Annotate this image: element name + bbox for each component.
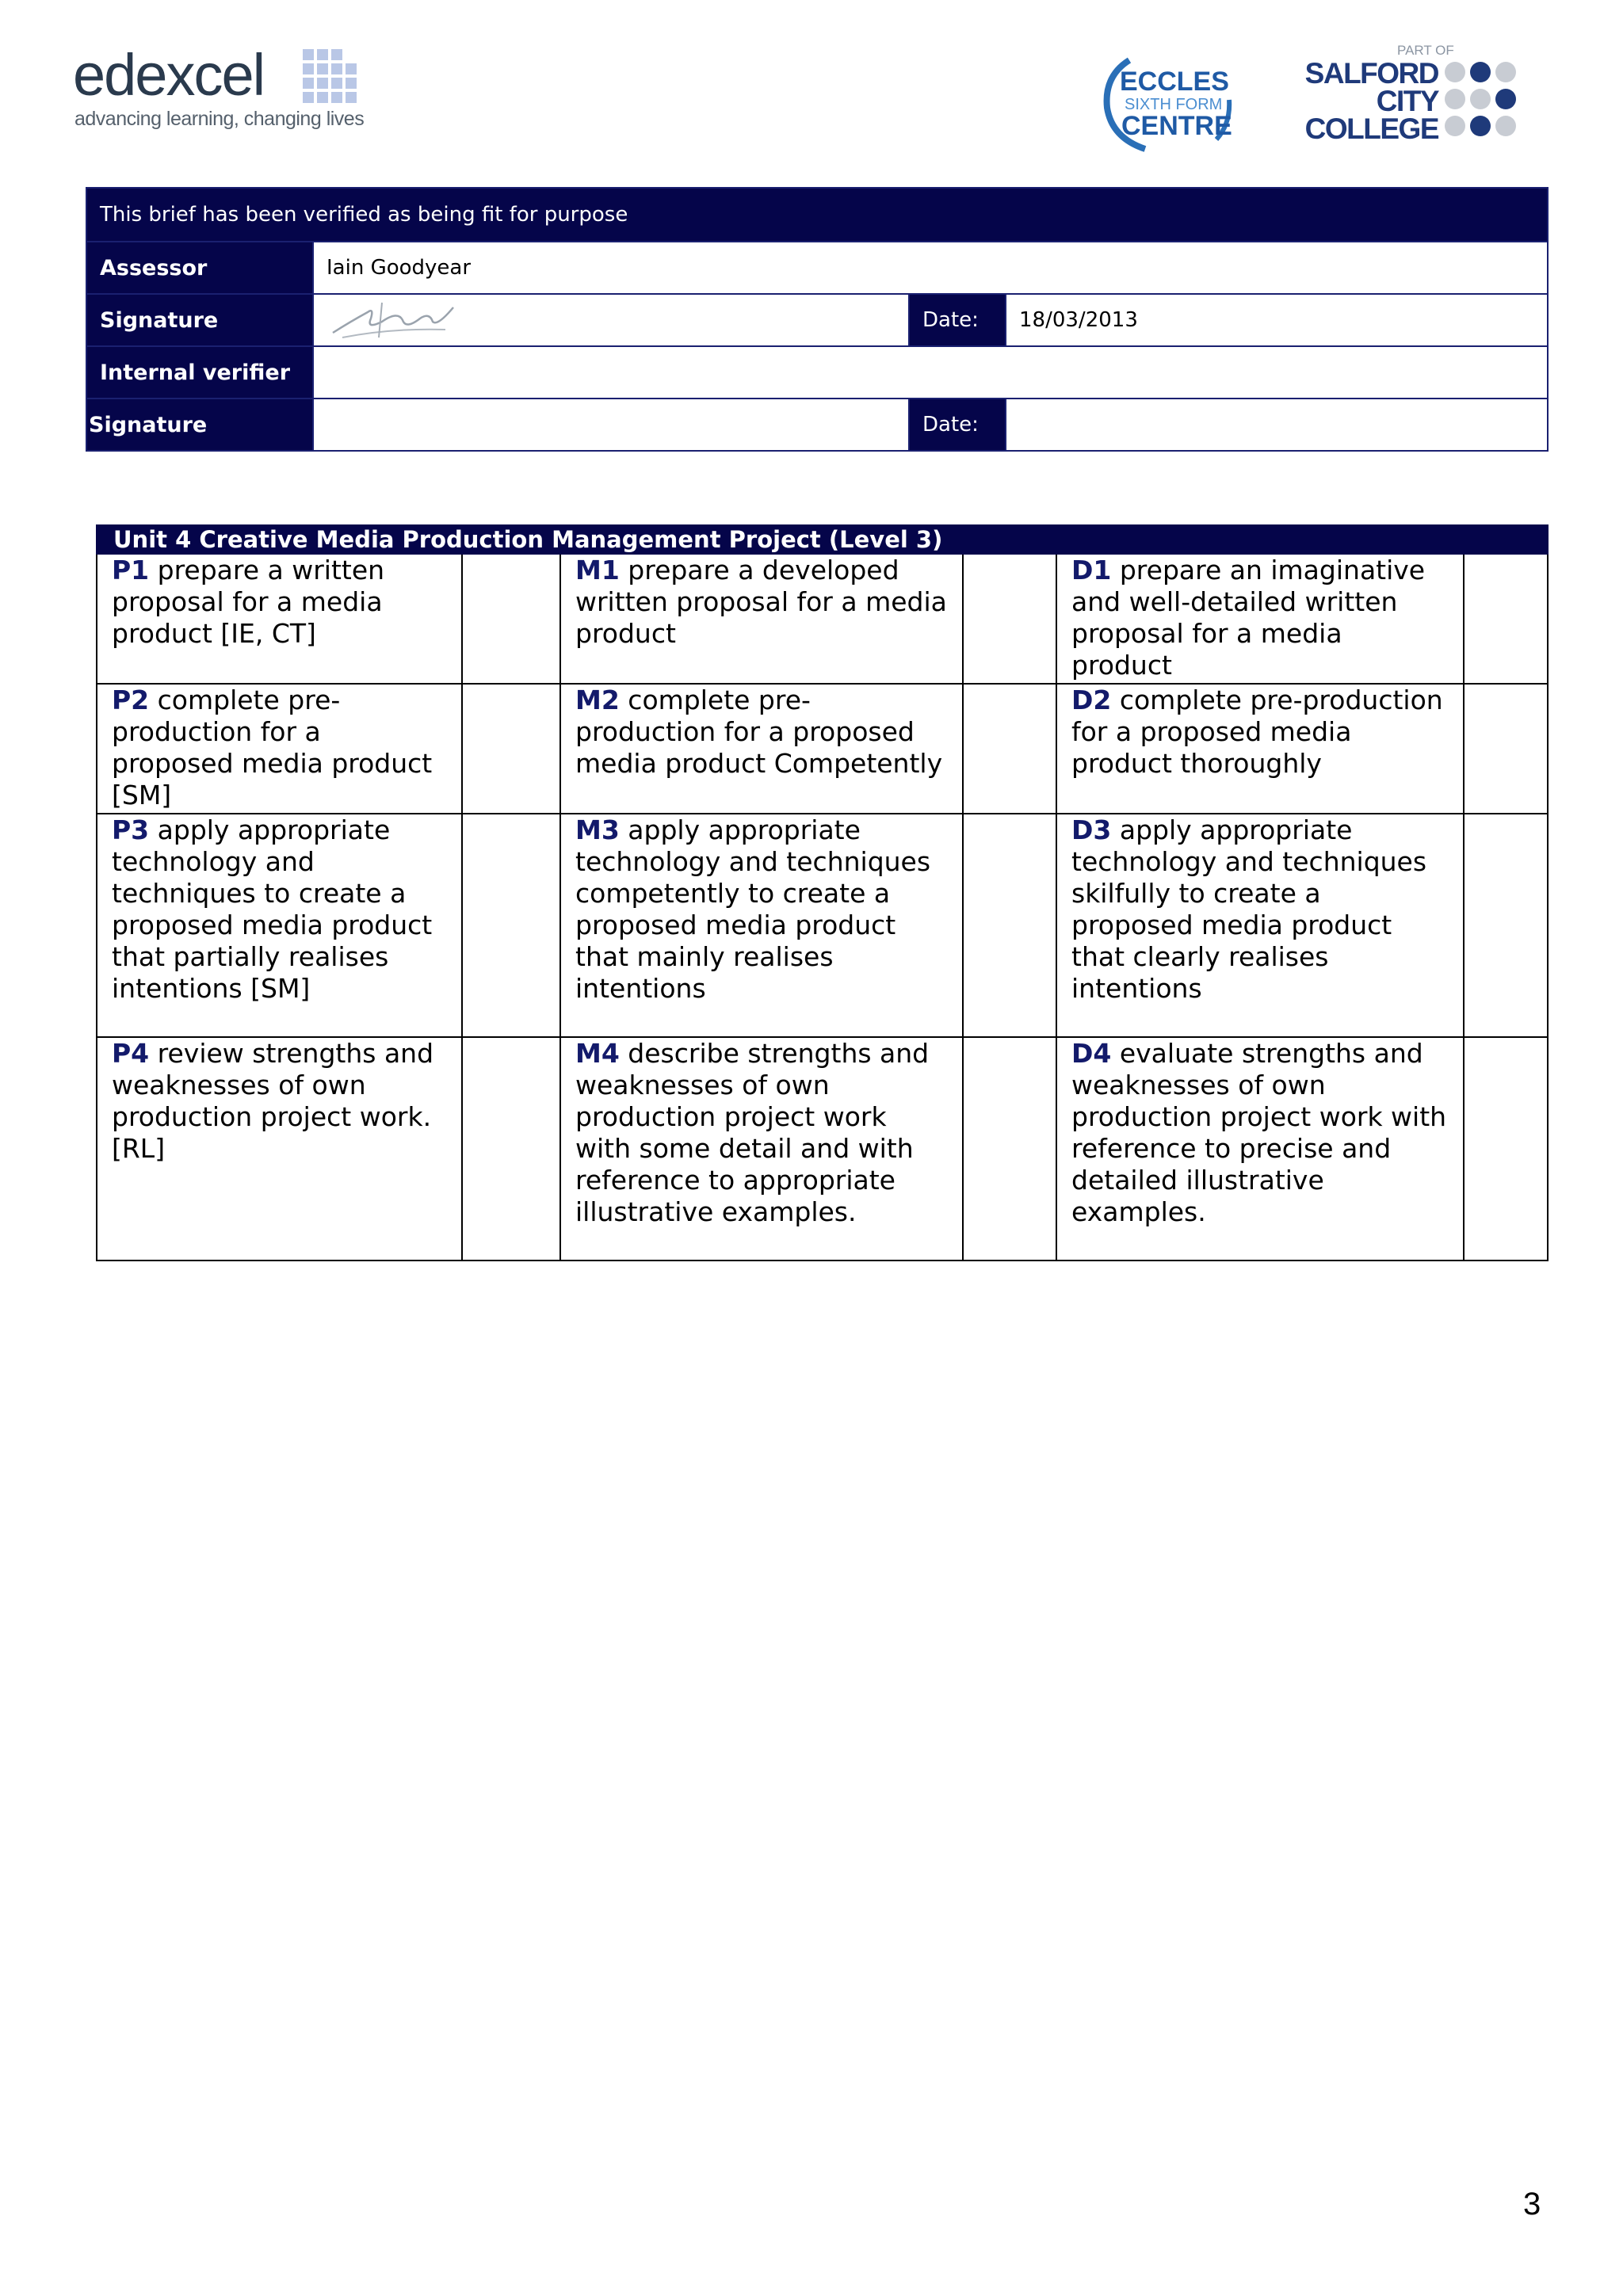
pass-tick-cell <box>462 1037 560 1261</box>
verification-header: This brief has been verified as being fit for purpose <box>86 188 1548 242</box>
handwritten-signature <box>327 298 461 342</box>
criterion-text: prepare an imaginative and well-detailed written proposal for a media product <box>1071 555 1426 681</box>
criterion-text: apply appropriate technology and techniques competently to create a proposed media product that mainly realises intentions <box>575 814 931 1004</box>
criterion-text: evaluate strengths and weaknesses of own production project work with reference to precise and detailed illustrative examples. <box>1071 1038 1447 1227</box>
signature2-value <box>313 399 909 451</box>
distinction-tick-cell <box>1464 1037 1548 1261</box>
signature2-label: Signature <box>86 399 313 451</box>
criterion-code: M1 <box>575 555 620 585</box>
dot-icon <box>1495 89 1516 109</box>
pass-criterion <box>97 814 462 1037</box>
dot-icon <box>1445 89 1465 109</box>
salford-line-2: CITY <box>1376 85 1438 117</box>
distinction-criterion <box>1056 1037 1464 1261</box>
criterion-text: complete pre-production for a proposed media product Competently <box>575 685 943 779</box>
verification-table <box>86 187 1549 452</box>
criterion-code: D3 <box>1071 814 1112 845</box>
verification-header-row <box>86 188 1548 242</box>
edexcel-logo <box>73 42 366 133</box>
edexcel-grid-icon <box>303 49 358 105</box>
internal-verifier-value <box>313 346 1548 399</box>
criteria-row <box>97 684 1548 814</box>
eccles-sixth-form-logo <box>1098 52 1240 154</box>
unit-title-row <box>97 525 1548 554</box>
criterion-code: D1 <box>1071 555 1112 585</box>
date2-value <box>1006 399 1548 451</box>
signature-value <box>313 294 909 346</box>
merit-tick-cell <box>963 1037 1056 1261</box>
pass-tick-cell <box>462 814 560 1037</box>
pass-criterion <box>97 684 462 814</box>
distinction-tick-cell <box>1464 684 1548 814</box>
pass-criterion <box>97 554 462 684</box>
merit-tick-cell <box>963 814 1056 1037</box>
grading-criteria-table <box>96 524 1549 1261</box>
criterion-code: P2 <box>112 685 150 715</box>
criterion-text: prepare a written proposal for a media product [IE, CT] <box>112 555 385 649</box>
salford-part-of: PART OF <box>1397 43 1454 58</box>
assessor-label: Assessor <box>86 242 313 294</box>
dot-icon <box>1495 116 1516 136</box>
date-value: 18/03/2013 <box>1006 294 1548 346</box>
criterion-code: P1 <box>112 555 150 585</box>
merit-criterion <box>560 684 963 814</box>
eccles-line-3: CENTRE <box>1121 111 1232 141</box>
eccles-line-2: SIXTH FORM <box>1125 96 1223 113</box>
criterion-text: describe strengths and weaknesses of own production project work with some detail and with reference to appropriate illustrative examples. <box>575 1038 930 1227</box>
criterion-code: M3 <box>575 814 620 845</box>
dot-icon <box>1470 89 1491 109</box>
criterion-text: apply appropriate technology and techniques skilfully to create a proposed media product that clearly realises intentions <box>1071 814 1427 1004</box>
merit-criterion <box>560 814 963 1037</box>
criterion-code: M4 <box>575 1038 620 1069</box>
criterion-code: D4 <box>1071 1038 1112 1069</box>
criterion-text: prepare a developed written proposal for a media product <box>575 555 947 649</box>
distinction-tick-cell <box>1464 554 1548 684</box>
edexcel-wordmark: edexcel <box>73 42 265 108</box>
page-number: 3 <box>1523 2187 1541 2222</box>
signature-row <box>86 294 1548 346</box>
criterion-code: M2 <box>575 685 620 715</box>
dot-icon <box>1495 62 1516 82</box>
criterion-code: D2 <box>1071 685 1112 715</box>
criteria-row <box>97 554 1548 684</box>
criterion-text: complete pre-production for a proposed media product thoroughly <box>1071 685 1443 779</box>
merit-tick-cell <box>963 554 1056 684</box>
dot-icon <box>1445 116 1465 136</box>
eccles-line-1: ECCLES <box>1120 67 1229 97</box>
criterion-code: P3 <box>112 814 150 845</box>
criterion-text: complete pre-production for a proposed media product [SM] <box>112 685 433 810</box>
salford-line-1: SALFORD <box>1304 57 1438 90</box>
distinction-criterion <box>1056 554 1464 684</box>
dot-icon <box>1470 62 1491 82</box>
pass-criterion <box>97 1037 462 1261</box>
dot-icon <box>1445 62 1465 82</box>
internal-verifier-row <box>86 346 1548 399</box>
edexcel-tagline: advancing learning, changing lives <box>74 108 365 130</box>
assessor-value: Iain Goodyear <box>313 242 1548 294</box>
merit-tick-cell <box>963 684 1056 814</box>
criterion-text: review strengths and weaknesses of own production project work. [RL] <box>112 1038 434 1164</box>
assessor-row <box>86 242 1548 294</box>
criterion-text: apply appropriate technology and techniques to create a proposed media product that partially realises intentions [SM] <box>112 814 433 1004</box>
internal-verifier-label: Internal verifier <box>86 346 313 399</box>
dot-icon <box>1470 116 1491 136</box>
pass-tick-cell <box>462 554 560 684</box>
unit-title: Unit 4 Creative Media Production Management Project (Level 3) <box>97 525 1548 554</box>
criteria-row <box>97 814 1548 1037</box>
salford-line-3: COLLEGE <box>1304 113 1438 145</box>
merit-criterion <box>560 1037 963 1261</box>
date2-label: Date: <box>909 399 1006 451</box>
signature2-row <box>86 399 1548 451</box>
distinction-criterion <box>1056 814 1464 1037</box>
merit-criterion <box>560 554 963 684</box>
date-label: Date: <box>909 294 1006 346</box>
pass-tick-cell <box>462 684 560 814</box>
criterion-code: P4 <box>112 1038 150 1069</box>
signature-label: Signature <box>86 294 313 346</box>
distinction-tick-cell <box>1464 814 1548 1037</box>
salford-city-college-logo <box>1304 41 1533 145</box>
criteria-row <box>97 1037 1548 1261</box>
distinction-criterion <box>1056 684 1464 814</box>
